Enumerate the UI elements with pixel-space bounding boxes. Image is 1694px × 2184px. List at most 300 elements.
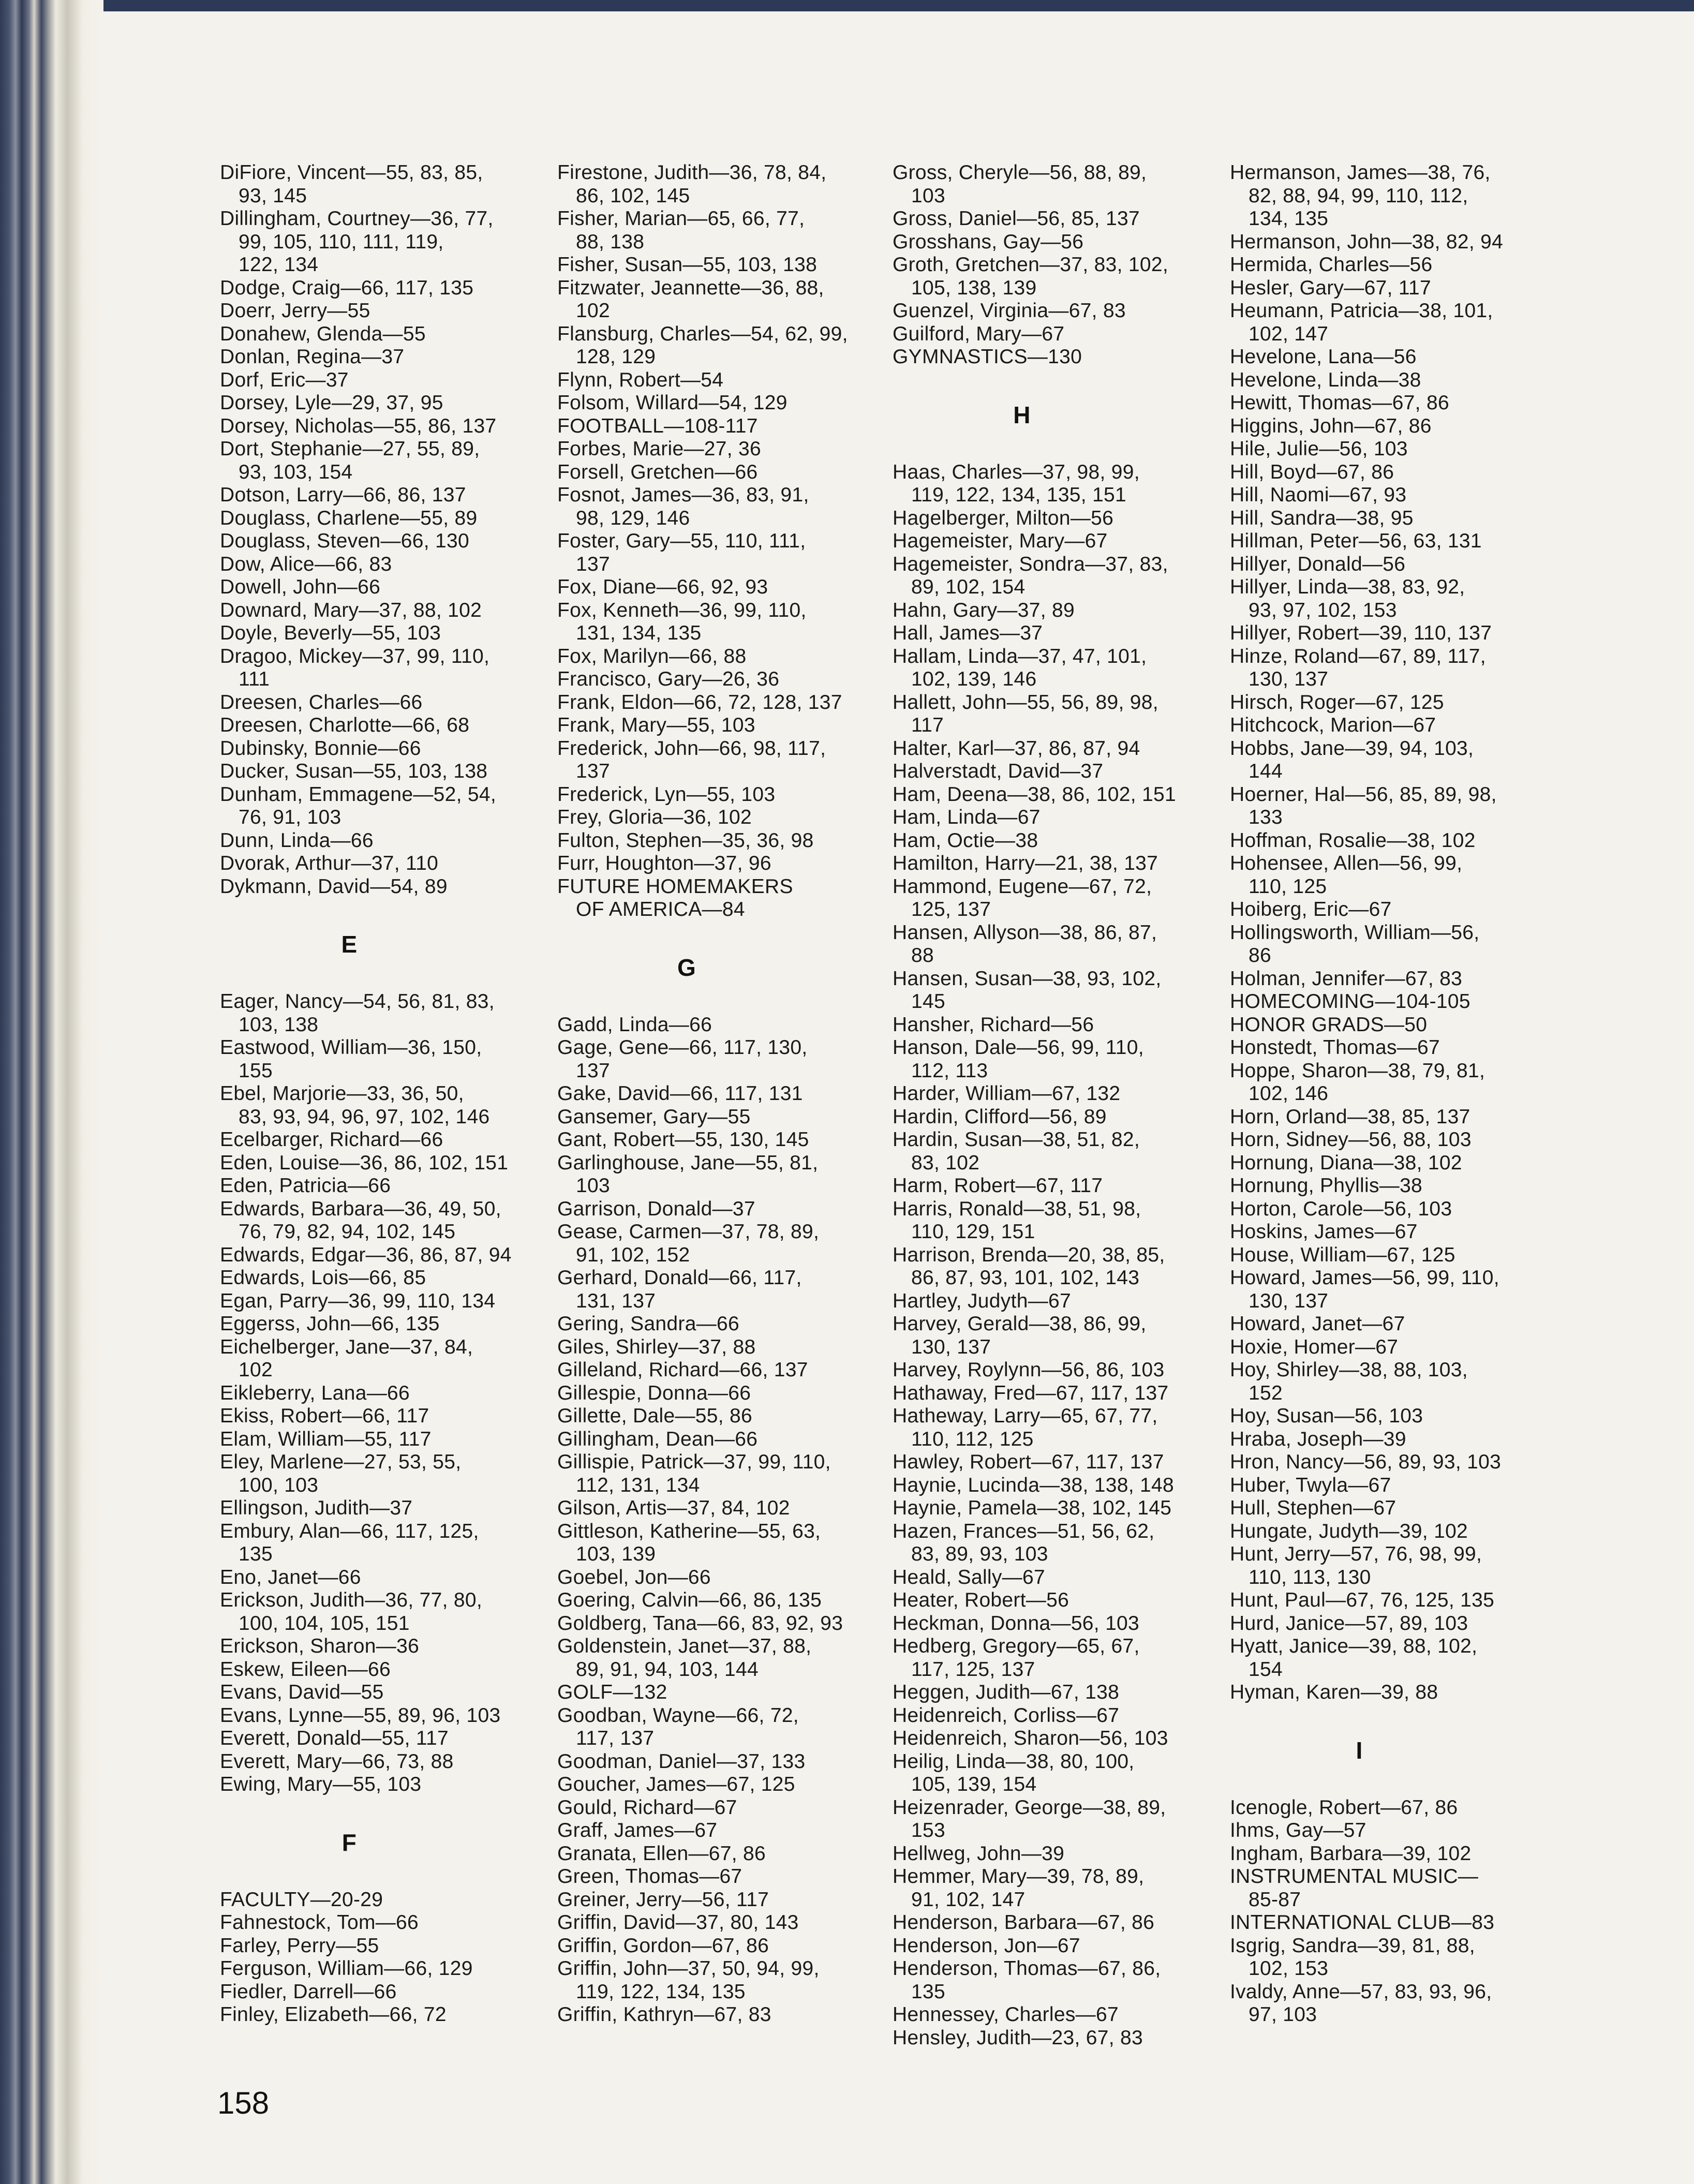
index-entry-line: Hesler, Gary—67, 117 (1230, 276, 1431, 299)
index-entry-line: Hathaway, Fred—67, 117, 137 (893, 1381, 1169, 1404)
index-entry (1230, 369, 1561, 392)
index-entry-continuation: 128, 129 (576, 346, 656, 368)
index-entry (893, 300, 1224, 323)
index-column-1 (220, 161, 551, 2027)
index-entry-line: Hansen, Susan—38, 93, 102, (893, 967, 1162, 990)
index-entry-line: Hedberg, Gregory—65, 67, (893, 1635, 1140, 1657)
index-entry (557, 1082, 888, 1106)
index-entry (220, 415, 551, 438)
index-entry (893, 1497, 1224, 1520)
index-entry-continuation: 76, 79, 82, 94, 102, 145 (239, 1221, 456, 1243)
index-entry-line: Hammond, Eugene—67, 72, (893, 875, 1152, 898)
index-entry (893, 875, 1224, 922)
index-entry (1230, 553, 1561, 576)
index-entry-line: Donlan, Regina—37 (220, 346, 405, 368)
index-entry (1230, 1359, 1561, 1405)
index-entry (893, 1796, 1224, 1843)
index-entry (893, 231, 1224, 254)
index-entry (220, 161, 551, 207)
index-entry-line: Horn, Sidney—56, 88, 103 (1230, 1128, 1472, 1151)
index-entry-line: Hornung, Diana—38, 102 (1230, 1151, 1462, 1174)
index-entry-continuation: OF AMERICA—84 (576, 898, 745, 920)
index-entry-continuation: 105, 138, 139 (911, 276, 1037, 299)
index-entry-line: Firestone, Judith—36, 78, 84, (557, 161, 827, 184)
index-entry (557, 1520, 888, 1566)
index-entry-line: Hoxie, Homer—67 (1230, 1335, 1399, 1358)
index-entry (1230, 783, 1561, 829)
index-entry (893, 1704, 1224, 1728)
index-entry (1230, 1060, 1561, 1106)
index-entry-continuation: 111 (239, 668, 270, 690)
index-entry-line: Hoy, Susan—56, 103 (1230, 1405, 1423, 1427)
index-entry-continuation: 97, 103 (1249, 2003, 1317, 2026)
index-entry (220, 507, 551, 530)
index-entry-line: Harrison, Brenda—20, 38, 85, (893, 1243, 1165, 1266)
index-entry-continuation: 88, 138 (576, 230, 645, 253)
index-entry (220, 207, 551, 277)
index-entry (557, 1221, 888, 1267)
index-entry (1230, 1589, 1561, 1612)
index-entry-line: Hurd, Janice—57, 89, 103 (1230, 1612, 1468, 1635)
index-entry-continuation: 137 (576, 760, 610, 782)
index-entry (1230, 1428, 1561, 1451)
index-entry-continuation: 110, 129, 151 (911, 1221, 1035, 1243)
index-entry-line: Hawley, Robert—67, 117, 137 (893, 1451, 1164, 1473)
index-entry (893, 507, 1224, 530)
index-entry-line: Goebel, Jon—66 (557, 1566, 711, 1588)
index-entry (557, 1267, 888, 1313)
index-entry-line: Hardin, Susan—38, 51, 82, (893, 1128, 1140, 1151)
index-entry (893, 622, 1224, 645)
index-entry (893, 553, 1224, 599)
index-entry (557, 668, 888, 691)
index-entry-line: Goodman, Daniel—37, 133 (557, 1750, 806, 1773)
section-letter-heading: E (341, 931, 358, 958)
index-entry (220, 1082, 551, 1128)
index-entry (1230, 968, 1561, 991)
index-entry (893, 1865, 1224, 1911)
index-entry (557, 1935, 888, 1958)
index-entry (893, 530, 1224, 553)
index-entry-line: Frederick, John—66, 98, 117, (557, 737, 826, 760)
index-entry-line: Ducker, Susan—55, 103, 138 (220, 760, 488, 782)
index-entry (557, 1336, 888, 1359)
index-entry (557, 1405, 888, 1428)
index-entry-line: Dow, Alice—66, 83 (220, 553, 392, 575)
index-entry-continuation: 112, 113 (911, 1059, 988, 1082)
index-entry-line: Heumann, Patricia—38, 101, (1230, 300, 1493, 322)
index-entry-line: Donahew, Glenda—55 (220, 322, 426, 345)
index-entry-line: Howard, Janet—67 (1230, 1313, 1405, 1335)
index-entry-line: Ekiss, Robert—66, 117 (220, 1405, 429, 1427)
index-entry-continuation: 117, 125, 137 (911, 1658, 1035, 1681)
index-entry-continuation: 152 (1249, 1381, 1283, 1404)
index-entry (220, 484, 551, 507)
index-entry-line: Hungate, Judyth—39, 102 (1230, 1520, 1468, 1542)
index-entry (1230, 737, 1561, 783)
index-entry (557, 1773, 888, 1796)
index-entry (220, 1497, 551, 1520)
index-entry-line: Hraba, Joseph—39 (1230, 1428, 1406, 1450)
index-entry (1230, 1681, 1561, 1704)
index-entry-continuation: 137 (576, 1059, 610, 1082)
index-entry-continuation: 119, 122, 134, 135, 151 (911, 484, 1127, 506)
index-entry-line: Frey, Gloria—36, 102 (557, 806, 752, 828)
index-entry (1230, 1128, 1561, 1152)
index-entry (220, 553, 551, 576)
index-entry (220, 1681, 551, 1704)
index-entry (557, 806, 888, 829)
index-entry-line: Gillette, Dale—55, 86 (557, 1405, 752, 1427)
index-entry (893, 1957, 1224, 2003)
index-entry-line: Frederick, Lyn—55, 103 (557, 783, 776, 806)
index-entry-line: Dillingham, Courtney—36, 77, (220, 207, 494, 230)
index-entry (557, 1014, 888, 1037)
index-entry-line: Guilford, Mary—67 (893, 322, 1065, 345)
index-entry-line: Downard, Mary—37, 88, 102 (220, 599, 482, 621)
index-entry-line: Forbes, Marie—27, 36 (557, 438, 762, 460)
index-entry (893, 2003, 1224, 2027)
index-entry (1230, 622, 1561, 645)
index-entry (220, 645, 551, 691)
index-entry-line: Dunham, Emmagene—52, 54, (220, 783, 496, 806)
index-entry-continuation: 130, 137 (1249, 668, 1329, 690)
index-entry-line: Hartley, Judyth—67 (893, 1289, 1071, 1312)
index-entry-line: Heilig, Linda—38, 80, 100, (893, 1750, 1135, 1773)
index-entry (220, 300, 551, 323)
index-entry-continuation: 119, 122, 134, 135 (576, 1980, 746, 2003)
index-entry-line: Dreesen, Charles—66 (220, 691, 423, 714)
index-entry-line: Embury, Alan—66, 117, 125, (220, 1520, 479, 1542)
index-entry-line: Hobbs, Jane—39, 94, 103, (1230, 737, 1474, 760)
index-entry-continuation: 117 (911, 714, 944, 736)
index-entry-line: Gross, Daniel—56, 85, 137 (893, 207, 1140, 230)
index-entry (220, 1935, 551, 1958)
index-entry-line: Green, Thomas—67 (557, 1865, 742, 1888)
index-entry-continuation: 131, 134, 135 (576, 622, 702, 644)
index-entry-line: Harvey, Roylynn—56, 86, 103 (893, 1359, 1165, 1381)
index-entry-line: Hermanson, James—38, 76, (1230, 161, 1491, 184)
index-entry (220, 1244, 551, 1267)
index-entry-line: Fisher, Marian—65, 66, 77, (557, 207, 805, 230)
index-entry-line: Eden, Louise—36, 86, 102, 151 (220, 1151, 509, 1174)
index-entry (1230, 277, 1561, 300)
index-entry-continuation: 102, 146 (1249, 1082, 1329, 1105)
index-entry (557, 1589, 888, 1612)
index-entry-continuation: 134, 135 (1249, 207, 1329, 230)
index-entry-line: Ham, Octie—38 (893, 829, 1038, 852)
index-entry-line: Forsell, Gretchen—66 (557, 460, 758, 483)
index-entry (220, 875, 551, 899)
index-entry-continuation: 98, 129, 146 (576, 507, 690, 529)
index-entry (220, 852, 551, 875)
index-entry (893, 1935, 1224, 1958)
index-entry-line: Hoiberg, Eric—67 (1230, 898, 1392, 920)
index-entry-line: INSTRUMENTAL MUSIC— (1230, 1865, 1479, 1888)
index-entry-line: Hallett, John—55, 56, 89, 98, (893, 691, 1158, 714)
index-entry-line: Ebel, Marjorie—33, 36, 50, (220, 1082, 464, 1105)
index-entry-line: Everett, Mary—66, 73, 88 (220, 1750, 454, 1773)
index-entry-continuation: 103, 138 (239, 1013, 319, 1036)
index-entry (220, 1727, 551, 1750)
index-entry (893, 1750, 1224, 1796)
index-entry-line: Fosnot, James—36, 83, 91, (557, 484, 809, 506)
index-entry (220, 1428, 551, 1451)
index-entry-line: Ihms, Gay—57 (1230, 1819, 1366, 1841)
index-entry-line: Hermanson, John—38, 82, 94 (1230, 230, 1504, 253)
index-entry-line: Everett, Donald—55, 117 (220, 1727, 449, 1749)
index-entry (557, 484, 888, 530)
index-entry-line: Higgins, John—67, 86 (1230, 414, 1432, 437)
index-entry-line: Dubinsky, Bonnie—66 (220, 737, 421, 760)
index-entry-line: Hillman, Peter—56, 63, 131 (1230, 530, 1482, 552)
index-entry-line: Heidenreich, Corliss—67 (893, 1704, 1120, 1727)
index-entry-line: Halter, Karl—37, 86, 87, 94 (893, 737, 1140, 760)
index-entry (220, 1889, 551, 1912)
index-entry-line: Hatheway, Larry—65, 67, 77, (893, 1405, 1158, 1427)
index-entry (1230, 1313, 1561, 1336)
index-entry (1230, 829, 1561, 853)
index-entry-line: HONOR GRADS—50 (1230, 1013, 1428, 1036)
index-entry (893, 1198, 1224, 1244)
index-entry-line: Gillespie, Donna—66 (557, 1381, 751, 1404)
index-entry-continuation: 110, 125 (1249, 875, 1327, 898)
index-entry-line: Ivaldy, Anne—57, 83, 93, 96, (1230, 1980, 1492, 2003)
index-entry (557, 1957, 888, 2003)
index-entry-line: Greiner, Jerry—56, 117 (557, 1888, 769, 1911)
index-entry-line: Frank, Mary—55, 103 (557, 714, 755, 736)
index-entry-line: Edwards, Edgar—36, 86, 87, 94 (220, 1243, 512, 1266)
index-entry (557, 645, 888, 668)
index-entry (220, 1773, 551, 1796)
index-entry-line: Gilson, Artis—37, 84, 102 (557, 1497, 790, 1519)
index-entry (220, 1451, 551, 1497)
index-entry-line: Gadd, Linda—66 (557, 1013, 712, 1036)
index-entry-line: Douglass, Steven—66, 130 (220, 530, 469, 552)
index-entry-line: Edwards, Lois—66, 85 (220, 1267, 426, 1289)
index-entry-line: Henderson, Jon—67 (893, 1934, 1080, 1957)
index-entry-line: Heggen, Judith—67, 138 (893, 1681, 1120, 1703)
index-entry (1230, 461, 1561, 484)
index-entry-continuation: 103 (911, 184, 945, 207)
index-entry (557, 783, 888, 807)
index-entry (220, 1313, 551, 1336)
index-entry (893, 1175, 1224, 1198)
index-entry-line: GOLF—132 (557, 1681, 667, 1703)
index-entry (557, 1704, 888, 1750)
index-entry (893, 1405, 1224, 1451)
index-entry-line: Hall, James—37 (893, 622, 1043, 644)
index-entry (220, 1704, 551, 1728)
index-entry (220, 714, 551, 737)
index-entry (893, 1359, 1224, 1382)
index-entry (893, 829, 1224, 853)
index-entry-line: Hemmer, Mary—39, 78, 89, (893, 1865, 1145, 1888)
index-entry (220, 277, 551, 300)
index-entry-line: Hohensee, Allen—56, 99, (1230, 852, 1463, 874)
index-entry-continuation: 117, 137 (576, 1727, 655, 1749)
index-entry (1230, 1175, 1561, 1198)
index-entry (557, 207, 888, 254)
index-entry-line: Harder, William—67, 132 (893, 1082, 1121, 1105)
index-entry-line: Gering, Sandra—66 (557, 1313, 739, 1335)
index-entry-line: Giles, Shirley—37, 88 (557, 1335, 756, 1358)
index-entry-line: Dowell, John—66 (220, 576, 381, 598)
index-entry (1230, 1635, 1561, 1681)
index-entry-line: Goldenstein, Janet—37, 88, (557, 1635, 812, 1657)
index-entry (1230, 231, 1561, 254)
index-entry (557, 392, 888, 415)
index-entry-line: Fox, Marilyn—66, 88 (557, 645, 747, 667)
index-entry-continuation: 122, 134 (239, 254, 319, 276)
index-entry-continuation: 99, 105, 110, 111, 119, (239, 230, 444, 253)
index-entry (893, 1612, 1224, 1636)
index-entry-line: Furr, Houghton—37, 96 (557, 852, 771, 874)
index-entry (220, 1405, 551, 1428)
index-entry-continuation: 102, 147 (1249, 322, 1329, 345)
index-entry (557, 1036, 888, 1082)
index-entry (220, 783, 551, 829)
index-entry-line: GYMNASTICS—130 (893, 346, 1082, 368)
index-entry (220, 369, 551, 392)
index-entry-line: Hahn, Gary—37, 89 (893, 599, 1075, 621)
index-entry-line: Hillyer, Linda—38, 83, 92, (1230, 576, 1465, 598)
index-column-4 (1230, 161, 1561, 2027)
index-entry (893, 691, 1224, 737)
index-entry (557, 1635, 888, 1681)
index-entry (220, 1198, 551, 1244)
index-entry (1230, 1520, 1561, 1543)
index-entry-line: FUTURE HOMEMAKERS (557, 875, 793, 898)
index-entry-line: Garlinghouse, Jane—55, 81, (557, 1151, 819, 1174)
index-entry-line: Ingham, Barbara—39, 102 (1230, 1842, 1472, 1865)
index-entry (557, 1819, 888, 1843)
index-entry (557, 1359, 888, 1382)
index-entry (1230, 645, 1561, 691)
index-entry (220, 1635, 551, 1658)
index-entry (1230, 1451, 1561, 1474)
index-entry (557, 829, 888, 853)
index-entry-line: Dorf, Eric—37 (220, 368, 349, 391)
index-entry-line: Flansburg, Charles—54, 62, 99, (557, 322, 848, 345)
index-entry-line: Hagemeister, Mary—67 (893, 530, 1108, 552)
index-entry-line: Hagelberger, Milton—56 (893, 507, 1114, 529)
index-column-3 (893, 161, 1224, 2049)
index-entry-line: Dodge, Craig—66, 117, 135 (220, 276, 474, 299)
index-entry (220, 1290, 551, 1313)
index-entry-line: Egan, Parry—36, 99, 110, 134 (220, 1289, 496, 1312)
index-entry-line: Evans, Lynne—55, 89, 96, 103 (220, 1704, 501, 1727)
index-entry (893, 922, 1224, 968)
index-entry (1230, 576, 1561, 622)
index-entry (1230, 300, 1561, 346)
index-entry (220, 392, 551, 415)
index-entry (220, 576, 551, 599)
index-entry-line: Dreesen, Charlotte—66, 68 (220, 714, 470, 736)
index-entry (557, 599, 888, 645)
index-entry (557, 1106, 888, 1129)
index-entry (557, 576, 888, 599)
index-entry-line: Hunt, Jerry—57, 76, 98, 99, (1230, 1543, 1482, 1565)
index-entry-line: Eastwood, William—36, 150, (220, 1036, 482, 1059)
index-entry-line: Doyle, Beverly—55, 103 (220, 622, 441, 644)
index-entry (220, 346, 551, 369)
index-entry (557, 1152, 888, 1198)
index-entry-line: Goucher, James—67, 125 (557, 1773, 795, 1795)
index-entry-line: Haynie, Lucinda—38, 138, 148 (893, 1474, 1174, 1496)
index-entry-line: Eley, Marlene—27, 53, 55, (220, 1451, 462, 1473)
page-number: 158 (217, 2086, 270, 2120)
index-entry-line: FACULTY—20-29 (220, 1888, 383, 1911)
index-entry (1230, 1036, 1561, 1060)
index-entry-line: Fitzwater, Jeannette—36, 88, (557, 276, 824, 299)
index-entry-line: Huber, Twyla—67 (1230, 1474, 1391, 1496)
index-entry-line: Frank, Eldon—66, 72, 128, 137 (557, 691, 842, 714)
index-entry-line: Dorsey, Lyle—29, 37, 95 (220, 392, 443, 414)
index-entry (893, 737, 1224, 761)
index-entry (220, 1036, 551, 1082)
index-entry (220, 990, 551, 1036)
index-entry-line: Gross, Cheryle—56, 88, 89, (893, 161, 1147, 184)
index-entry (1230, 1014, 1561, 1037)
index-entry (557, 1497, 888, 1520)
index-entry (220, 1175, 551, 1198)
index-entry-continuation: 125, 137 (911, 898, 991, 920)
index-entry (1230, 1267, 1561, 1313)
index-entry (1230, 1152, 1561, 1175)
index-entry (1230, 254, 1561, 277)
index-entry (893, 346, 1224, 369)
index-entry-line: Halverstadt, David—37 (893, 760, 1104, 782)
index-entry-line: Eno, Janet—66 (220, 1566, 361, 1588)
index-entry (1230, 530, 1561, 553)
index-entry (893, 461, 1224, 507)
index-entry (557, 277, 888, 323)
index-entry-line: Hoskins, James—67 (1230, 1221, 1418, 1243)
index-entry (1230, 392, 1561, 415)
index-entry-continuation: 100, 103 (239, 1474, 319, 1496)
index-entry-line: Elam, William—55, 117 (220, 1428, 432, 1450)
index-entry (1230, 438, 1561, 461)
index-entry-line: Ewing, Mary—55, 103 (220, 1773, 422, 1795)
index-entry-line: Goldberg, Tana—66, 83, 92, 93 (557, 1612, 843, 1635)
index-entry-line: Griffin, John—37, 50, 94, 99, (557, 1957, 820, 1980)
index-entry (893, 1128, 1224, 1175)
index-entry-line: Dunn, Linda—66 (220, 829, 374, 852)
index-entry (1230, 1221, 1561, 1244)
index-entry (1230, 1935, 1561, 1981)
index-entry-line: Hoy, Shirley—38, 88, 103, (1230, 1359, 1468, 1381)
index-entry (220, 1589, 551, 1635)
index-entry (893, 806, 1224, 829)
index-entry-line: Griffin, Gordon—67, 86 (557, 1934, 769, 1957)
index-entry-line: Hyman, Karen—39, 88 (1230, 1681, 1438, 1703)
index-entry (893, 1635, 1224, 1681)
index-entry-line: Gerhard, Donald—66, 117, (557, 1267, 802, 1289)
index-entry-line: Folsom, Willard—54, 129 (557, 392, 787, 414)
index-entry-line: Hinze, Roland—67, 89, 117, (1230, 645, 1486, 667)
index-entry-continuation: 102, 153 (1249, 1957, 1329, 1980)
index-entry-line: Hill, Boyd—67, 86 (1230, 460, 1394, 483)
index-entry-line: Howard, James—56, 99, 110, (1230, 1267, 1499, 1289)
index-entry-continuation: 91, 102, 147 (911, 1888, 1026, 1911)
index-entry (893, 1313, 1224, 1359)
index-entry (1230, 415, 1561, 438)
index-entry (220, 530, 551, 553)
index-entry (1230, 1843, 1561, 1866)
index-entry (557, 1451, 888, 1497)
index-entry (557, 691, 888, 715)
